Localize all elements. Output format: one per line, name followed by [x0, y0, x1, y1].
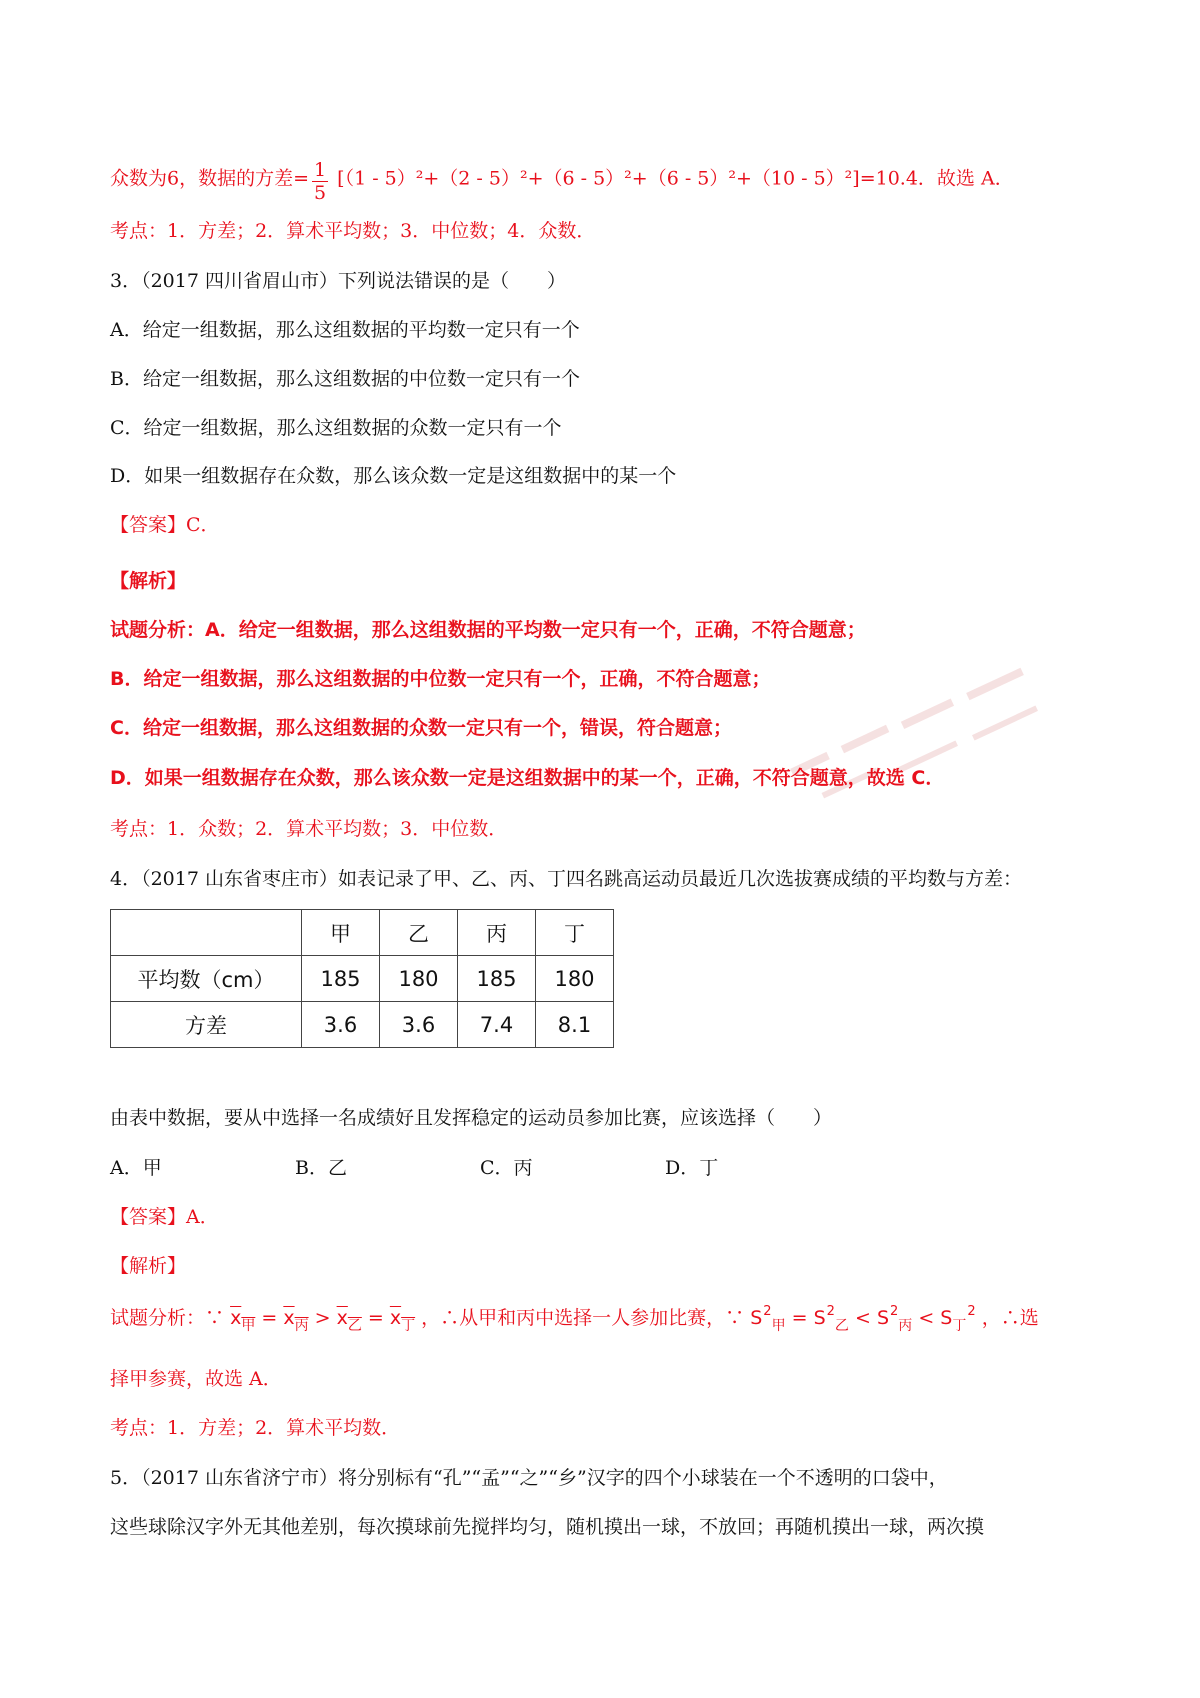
- less-sign: <: [918, 1307, 935, 1329]
- mean-ding: $x_丁$: [389, 1307, 416, 1334]
- q4-analysis-line2: 择甲参赛，故选 A．: [110, 1368, 282, 1390]
- table-cell: 180: [536, 956, 614, 1002]
- equals-sign: =: [791, 1307, 808, 1329]
- table-cell: 3.6: [380, 1002, 458, 1048]
- table-header-cell: 丁: [536, 910, 614, 956]
- table-header-cell: [111, 910, 302, 956]
- q3-option-c: C．给定一组数据，那么这组数据的众数一定只有一个: [110, 417, 562, 439]
- variance-jia: $S^2_甲$: [750, 1304, 786, 1334]
- q2-kaodian: 考点：1．方差；2．算术平均数；3．中位数；4．众数．: [110, 220, 596, 242]
- q4-kaodian: 考点：1．方差；2．算术平均数．: [110, 1417, 401, 1439]
- q4-option-a: A．甲: [110, 1157, 162, 1179]
- q4-option-c: C．丙: [480, 1157, 533, 1179]
- q3-option-a: A．给定一组数据，那么这组数据的平均数一定只有一个: [110, 319, 580, 341]
- table-header-cell: 丙: [458, 910, 536, 956]
- variance-yi: $S^2_乙$: [813, 1304, 849, 1334]
- table-cell: 方差: [111, 1002, 302, 1048]
- table-header-cell: 乙: [380, 910, 458, 956]
- q4-answer: 【答案】A．: [110, 1206, 219, 1228]
- q5-line: 这些球除汉字外无其他差别，每次摸球前先搅拌均匀，随机摸出一球，不放回；再随机摸出一球，两次摸: [110, 1516, 985, 1538]
- athlete-stats-table: [110, 909, 614, 1048]
- mean-jia: $x_甲$: [230, 1307, 256, 1334]
- variance-ding: $S_丁^2$: [940, 1304, 976, 1334]
- table-cell: 平均数（cm）: [111, 956, 302, 1002]
- table-row: [111, 1002, 614, 1048]
- q4-analysis-math-line: [110, 1305, 1039, 1334]
- q2-variance-expression: [（1 - 5）²+（2 - 5）²+（6 - 5）²+（6 - 5）²+（10 - 5）²]=10.4．故选 A．: [337, 167, 1014, 190]
- q2-mode-text: 众数为6，数据的方差=: [110, 167, 310, 190]
- q2-fraction: [312, 159, 328, 204]
- table-header-cell: 甲: [302, 910, 380, 956]
- table-cell: 8.1: [536, 1002, 614, 1048]
- equals-sign: =: [367, 1307, 384, 1329]
- table-cell: 185: [458, 956, 536, 1002]
- q3-analysis-line: 试题分析：A．给定一组数据，那么这组数据的平均数一定只有一个，正确，不符合题意；: [110, 619, 866, 641]
- table-cell: 180: [380, 956, 458, 1002]
- q3-kaodian: 考点：1．众数；2．算术平均数；3．中位数．: [110, 818, 508, 840]
- q3-analysis-line: D．如果一组数据存在众数，那么该众数一定是这组数据中的某一个，正确，不符合题意，故选 C．: [110, 767, 945, 789]
- q4-analysis-tail: ，∴选: [981, 1307, 1039, 1329]
- mean-yi: $x_乙$: [336, 1307, 362, 1334]
- q2-fraction-numerator: 1: [314, 159, 327, 181]
- q3-analysis-title: 【解析】: [110, 570, 187, 592]
- mean-bing: $x_丙$: [283, 1307, 309, 1334]
- q3-stem: 3．（2017 四川省眉山市）下列说法错误的是（ ）: [110, 270, 566, 292]
- q2-fraction-denominator: 5: [314, 182, 327, 204]
- q5-line: 5．（2017 山东省济宁市）将分别标有“孔”“孟”“之”“乡”汉字的四个小球装在一个不透明的口袋中，: [110, 1467, 948, 1489]
- table-cell: 185: [302, 956, 380, 1002]
- q3-answer: 【答案】C．: [110, 514, 220, 536]
- q4-analysis-mid: ，∴从甲和丙中选择一人参加比赛，∵: [421, 1307, 745, 1329]
- table-header-row: [111, 910, 614, 956]
- q4-analysis-title: 【解析】: [110, 1255, 187, 1277]
- greater-sign: >: [314, 1307, 331, 1329]
- q3-option-d: D．如果一组数据存在众数，那么该众数一定是这组数据中的某一个: [110, 465, 677, 487]
- q4-option-d: D．丁: [665, 1157, 719, 1179]
- q2-variance-line: [110, 157, 1014, 202]
- table-row: [111, 956, 614, 1002]
- equals-sign: =: [261, 1307, 278, 1329]
- less-sign: <: [854, 1307, 871, 1329]
- variance-bing: $S^2_丙$: [876, 1304, 913, 1334]
- q4-question: 由表中数据，要从中选择一名成绩好且发挥稳定的运动员参加比赛，应该选择（ ）: [110, 1107, 833, 1129]
- q4-analysis-prefix: 试题分析：∵: [110, 1307, 225, 1329]
- table-cell: 3.6: [302, 1002, 380, 1048]
- q4-stem: 4．（2017 山东省枣庄市）如表记录了甲、乙、丙、丁四名跳高运动员最近几次选拔赛成绩的平均数与方差：: [110, 868, 1022, 890]
- q3-option-b: B．给定一组数据，那么这组数据的中位数一定只有一个: [110, 368, 580, 390]
- table-cell: 7.4: [458, 1002, 536, 1048]
- q3-analysis-line: C．给定一组数据，那么这组数据的众数一定只有一个，错误，符合题意；: [110, 717, 732, 739]
- q3-analysis-line: B．给定一组数据，那么这组数据的中位数一定只有一个，正确，不符合题意；: [110, 668, 771, 690]
- q4-option-b: B．乙: [295, 1157, 347, 1179]
